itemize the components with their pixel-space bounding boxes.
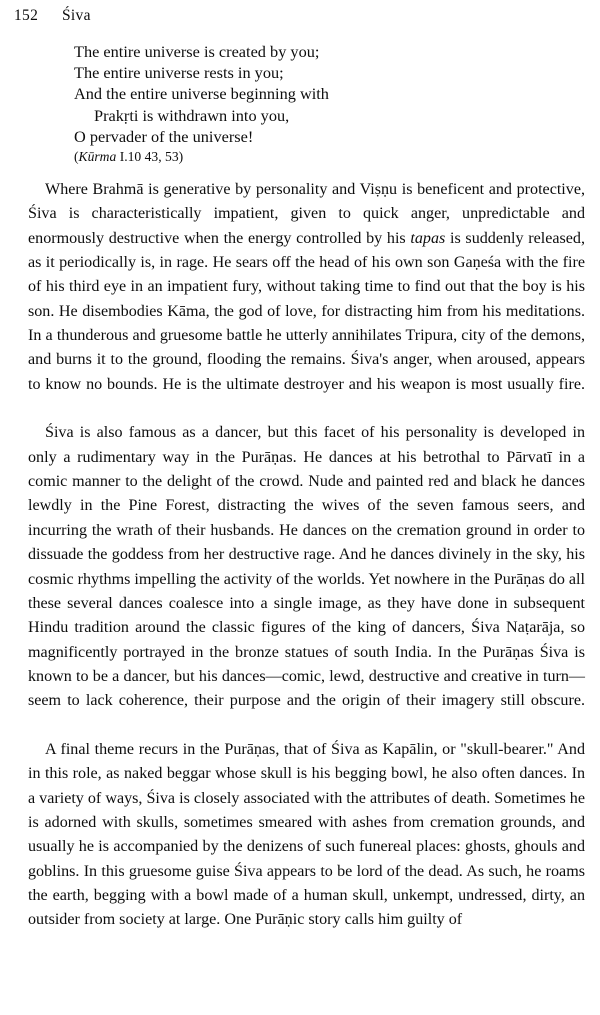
running-head-title: Śiva xyxy=(62,7,91,24)
italic-term: tapas xyxy=(410,229,446,247)
verse-line: The entire universe rests in you; xyxy=(74,63,284,83)
running-head xyxy=(14,5,586,27)
verse-line: O pervader of the universe! xyxy=(74,126,254,146)
paragraph-siva-anger: Where Brahmā is generative by personality and Viṣṇu is beneficent and protective, Śiva is characteristically impatient, given to quick anger, unpredictable and enormously destructive when the energy controlled by his tapas is suddenly released, as it periodically is, in rage. He sears off the head of his own son Gaṇeśa with the fire of his third eye in an impatient fury, without taking time to find out that the boy is his son. He disembodies Kāma, the god of love, for distracting him from his meditations. In a thunderous and gruesome battle he utterly annihilates Tripura, city of the demons, and burns it to the ground, flooding the remains. Śiva's anger, when aroused, appears to know no bounds. He is the ultimate destroyer and his weapon is most usually fire. xyxy=(28,181,585,393)
citation-paren: ( xyxy=(74,149,79,165)
verse-line: The entire universe is created by you; xyxy=(74,42,320,61)
paragraph-siva-dancer: Śiva is also famous as a dancer, but this facet of his personality is developed in only a rudimentary way in the Purāṇas. He dances at his betrothal to Pārvatī in a comic manner to the delight of the crowd. Nude and painted red and black he dances lewdly in the Pine Forest, distracting the wives of the seven famous seers, and incurring the wrath of their husbands. He dances on the cremation ground in order to dissuade the goddess from her destructive rage. And he dances divinely in the sky, his cosmic rhythms impelling the activity of the worlds. Yet nowhere in the Purāṇas do all these several dances coalesce into a single image, as they have done in subsequent Hindu tradition around the classic figures of the king of dancers, Śiva Naṭarāja, so magnificently portrayed in the bronze statues of south India. In the Purāṇas Śiva is known to be a dancer, but his dances—comic, lewd, destructive and creative in turn—seem to lack coherence, their purpose and the origin of their imagery still obscure. xyxy=(28,424,585,710)
citation-source: Kūrma xyxy=(78,149,117,165)
verse-extract xyxy=(74,41,574,166)
page-number: 152 xyxy=(14,7,39,24)
paragraph-siva-kapalin: A final theme recurs in the Purāṇas, that of Śiva as Kapālin, or "skull-bearer." And in this role, as naked beggar whose skull is his begging bowl, he also often dances. In a variety of ways, Śiva is closely associated with the attributes of death. Sometimes he is adorned with skulls, sometimes smeared with ashes from cremation grounds, and usually he is accompanied by the denizens of such funereal places: ghosts, ghouls and goblins. In this gruesome guise Śiva appears to be lord of the dead. As such, he roams the earth, begging with a bowl made of a human skull, unkempt, undressed, dirty, an outsider from society at large. One Purāṇic story calls him guilty of xyxy=(28,740,585,929)
verse-line: And the entire universe beginning with xyxy=(74,84,329,104)
body-text xyxy=(28,178,585,933)
verse-citation xyxy=(74,148,574,166)
citation-reference: I.10 43, 53) xyxy=(116,149,184,165)
verse-line: Prakṛti is withdrawn into you, xyxy=(94,105,290,125)
verse-lines xyxy=(74,41,574,147)
